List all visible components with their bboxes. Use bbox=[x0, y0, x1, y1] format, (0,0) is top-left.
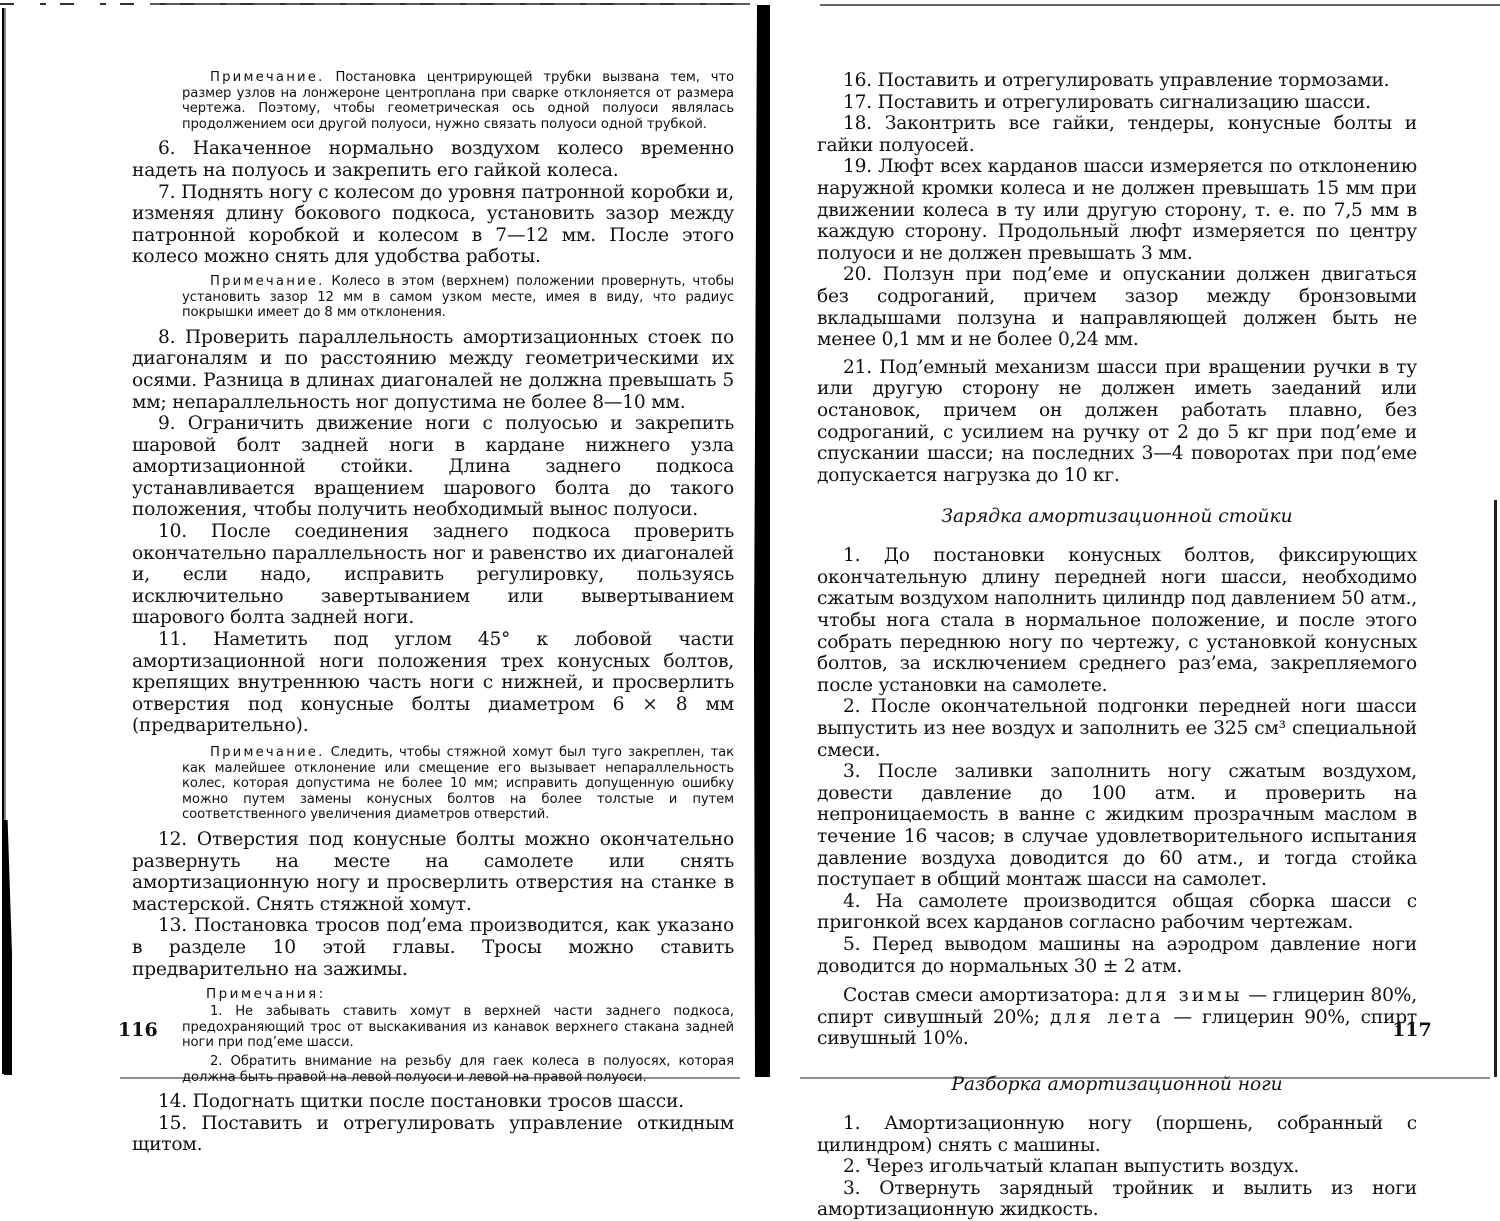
page-number-right: 117 bbox=[1392, 1019, 1432, 1041]
item-12: 12. Отверстия под конусные болты можно окончательно развернуть на месте на самолете или снять амортизационную ногу и просверлить отверстия на станке в мастерской. Снять стяжной хомут. bbox=[132, 828, 734, 915]
item-14: 14. Подогнать щитки после постановки тросов шасси. bbox=[158, 1091, 684, 1113]
book-gutter-shadow bbox=[750, 5, 770, 1077]
right-page bbox=[817, 70, 1417, 1221]
note-item-7 bbox=[182, 274, 734, 321]
charging-step: 2. После окончательной подгонки передней ноги шасси выпустить из нее воздух и заполнить ее 325 см³ специальной смеси. bbox=[817, 696, 1417, 761]
charging-step: 5. Перед выводом машины на аэродром давление ноги доводится до нормальных 30 ± 2 атм. bbox=[817, 933, 1417, 977]
note-intro bbox=[182, 70, 734, 132]
note-list-item: 1. Не забывать ставить хомут в верхней части заднего подкоса, предохраняющий трос от выскакивания из канавок верхнего стакана задней ноги при под’еме шасси. bbox=[182, 1004, 734, 1051]
scan-left-edge-shadow bbox=[4, 820, 16, 1075]
mixture-composition bbox=[817, 985, 1417, 1050]
item-11: 11. Наметить под углом 45° к лобовой части амортизационной ноги положения трех конусных болтов, крепящих внутреннюю часть ноги с нижней, и просверлить отверстия под конусные болты диаметром 6 × 8 мм (предварительно). bbox=[132, 629, 734, 737]
note-text: Следить, чтобы стяжной хомут был туго закреплен, так как малейшее отклонение или смещение его вызывает непараллельность колес, которая допустима не более 10 мм; исправить допущенную ошибку можно путем замены конусных болтов на более толстые и путем соответственного увеличения диаметров отверстий. bbox=[182, 745, 734, 823]
item-18: 18. Законтрить все гайки, тендеры, конусные болты и гайки полуосей. bbox=[817, 113, 1417, 156]
disassembly-step: 1. Амортизационную ногу (поршень, собранный с цилиндром) снять с машины. bbox=[817, 1112, 1417, 1156]
mixture-intro: Состав смеси амортизатора: bbox=[843, 985, 1126, 1007]
item-17: 17. Поставить и отрегулировать сигнализацию шасси. bbox=[843, 91, 1371, 113]
notes-heading: Примечания: bbox=[206, 986, 326, 1003]
scan-top-edge-left-solid bbox=[150, 3, 750, 5]
scan-top-edge-right bbox=[820, 4, 1500, 6]
item-7: 7. Поднять ногу с колесом до уровня патронной коробки и, изменяя длину бокового подкоса, установить зазор между патронной коробкой и колесом в 7—12 мм. После этого колесо можно снять для удобства работы. bbox=[132, 181, 734, 268]
note-item-11 bbox=[182, 745, 734, 823]
item-9: 9. Ограничить движение ноги с полуосью и закрепить шаровой болт задней ноги в кардане нижнего узла амортизационной стойки. Длина заднего подкоса устанавливается вращением шарового болта до такого положения, чтобы получить необходимый вынос полуоси. bbox=[132, 413, 734, 521]
section-heading-disassembly: Разборка амортизационной ноги bbox=[951, 1073, 1283, 1095]
note-list-item: 2. Обратить внимание на резьбу для гаек колеса в полуосях, которая должна быть правой на левой полуоси и левой на правой полуоси. bbox=[182, 1053, 734, 1085]
mixture-winter-label: для зимы bbox=[1125, 985, 1243, 1007]
item-6: 6. Накаченное нормально воздухом колесо временно надеть на полуось и закрепить его гайкой колеса. bbox=[132, 138, 734, 181]
note-label: Примечание. bbox=[210, 273, 325, 289]
note-text: Постановка центрирующей трубки вызвана тем, что размер узлов на лонжероне центроплана при сварке отклоняется от размера чертежа. Поэтому, чтобы геометрическая ось одной полуоси являлась продолжением оси другой полуоси, нужно связать полуоси одной трубкой. bbox=[182, 70, 734, 132]
item-20: 20. Ползун при под’еме и опускании должен двигаться без содроганий, причем зазор между бронзовыми вкладышами ползуна и направляющей должен быть не менее 0,1 мм и не более 0,24 мм. bbox=[817, 264, 1417, 351]
note-text: Колесо в этом (верхнем) положении провернуть, чтобы установить зазор 12 мм в самом узком месте, имея в виду, что радиус покрышки имеет до 8 мм отклонения. bbox=[182, 273, 734, 321]
item-19: 19. Люфт всех карданов шасси измеряется по отклонению наружной кромки колеса и не должен превышать 15 мм при движении колеса в ту или другую сторону, т. е. по 7,5 мм в каждую сторону. Продольный люфт измеряется по центру полуоси и не должен превышать 3 мм. bbox=[817, 156, 1417, 264]
scan-right-edge bbox=[1494, 500, 1497, 1077]
item-8: 8. Проверить параллельность амортизационных стоек по диагоналям и по расстоянию между геометрическими их осями. Разница в длинах диагоналей не должна превышать 5 мм; непараллельность ног допустима не более 8—10 мм. bbox=[132, 326, 734, 413]
item-21: 21. Под’емный механизм шасси при вращении ручки в ту или другую сторону не должен иметь заеданий или остановок, причем он должен работать плавно, без содроганий, с усилием на ручку от 2 до 5 кг при под’еме и спускании шасси; на последних 3—4 поворотах при под’еме допускается нагрузка до 10 кг. bbox=[817, 356, 1417, 486]
mixture-winter-text: — глицерин 80%, спирт сивушный 20%; bbox=[817, 985, 1417, 1028]
item-15: 15. Поставить и отрегулировать управление откидным щитом. bbox=[132, 1112, 734, 1156]
section-heading-charging: Зарядка амортизационной стойки bbox=[941, 506, 1293, 528]
charging-step: 3. После заливки заполнить ногу сжатым воздухом, довести давление до 100 атм. и проверить на непроницаемость в ванне с жидким прозрачным маслом в течение 16 часов; в случае удовлетворительного испытания давление воздуха доводится до 60 атм., и тогда стойка поступает в общий монтаж шасси на самолет. bbox=[817, 761, 1417, 891]
left-page bbox=[132, 70, 734, 1156]
item-16: 16. Поставить и отрегулировать управление тормозами. bbox=[843, 70, 1390, 91]
charging-step: 1. До постановки конусных болтов, фиксирующих окончательную длину передней ноги шасси, необходимо сжатым воздухом наполнить цилиндр под давлением 50 атм., чтобы нога стала в нормальное положение, и после этого собрать переднюю ногу по чертежу, с установкой конусных болтов, за исключением среднего раз’ема, закрепляемого после установки на самолете. bbox=[817, 545, 1417, 696]
mixture-summer-text: — глицерин 90%, спирт сивушный 10%. bbox=[817, 1006, 1417, 1050]
item-10: 10. После соединения заднего подкоса проверить окончательно параллельность ног и равенство их диагоналей и, если надо, исправить регулировку, пользуясь исключительно завертыванием или вывертыванием шарового болта задней ноги. bbox=[132, 521, 734, 629]
note-label: Примечание. bbox=[210, 70, 325, 85]
note-label: Примечание. bbox=[210, 745, 325, 760]
charging-step: 4. На самолете производится общая сборка шасси с пригонкой всех карданов согласно рабочим чертежам. bbox=[817, 890, 1417, 934]
page-number-left: 116 bbox=[118, 1019, 158, 1041]
disassembly-step: 2. Через игольчатый клапан выпустить воздух. bbox=[843, 1156, 1300, 1178]
item-13: 13. Постановка тросов под’ема производится, как указано в разделе 10 этой главы. Тросы можно ставить предварительно на зажимы. bbox=[132, 915, 734, 980]
disassembly-step: 3. Отвернуть зарядный тройник и вылить из ноги амортизационную жидкость. bbox=[817, 1177, 1417, 1221]
mixture-summer-label: для лета bbox=[1049, 1006, 1164, 1028]
